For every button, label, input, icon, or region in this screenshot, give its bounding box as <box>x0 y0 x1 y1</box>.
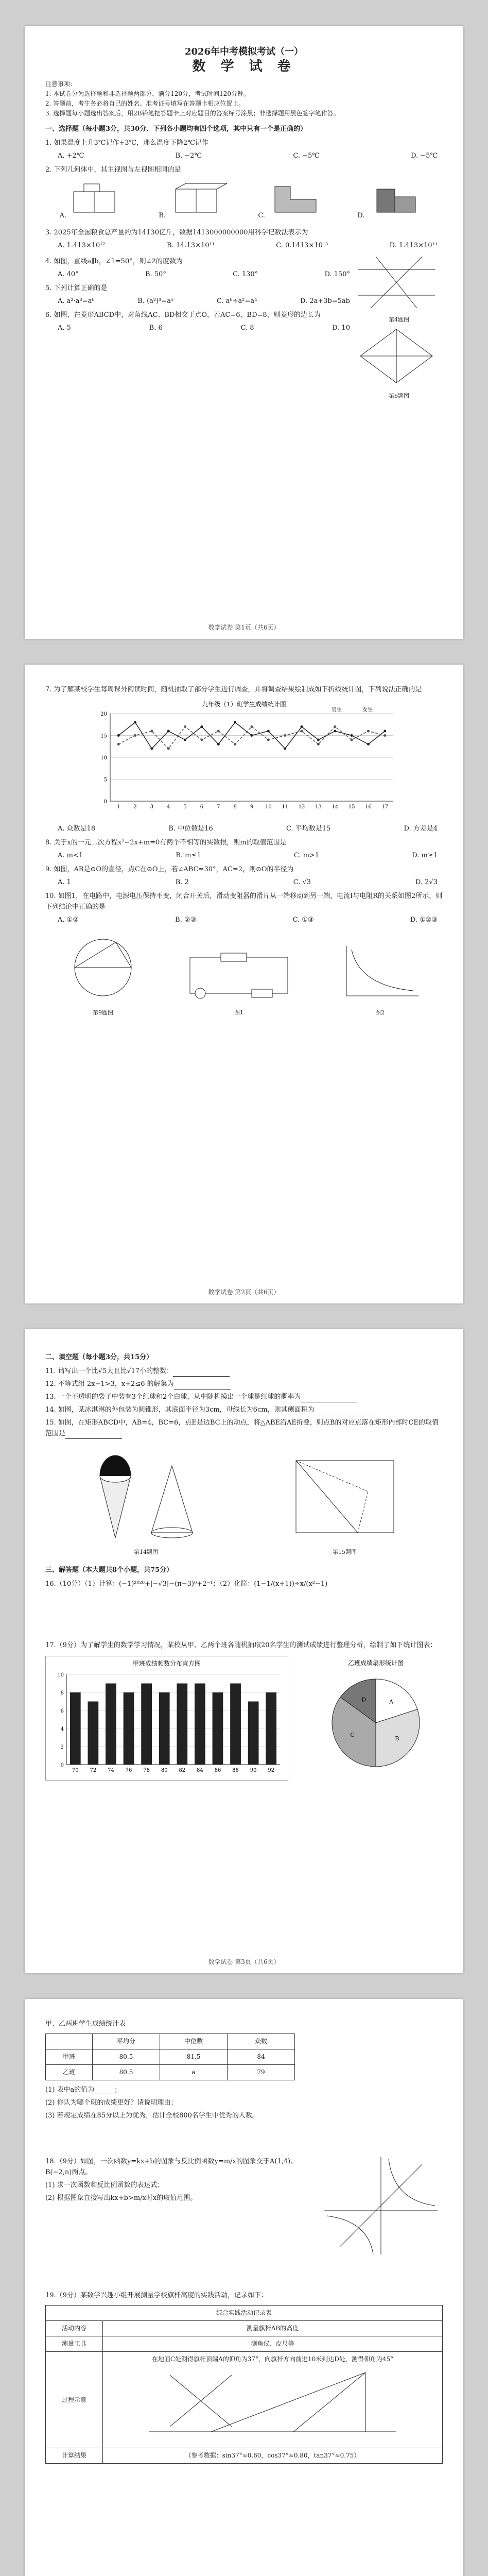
bar-chart <box>45 1656 288 1781</box>
answer-blank[interactable] <box>174 1382 231 1389</box>
page-footer: 数学试卷 第3页（共6页） <box>208 1958 280 1965</box>
l-block-figure <box>267 181 329 217</box>
exam-notice <box>45 79 443 118</box>
notice-line: 1. 本试卷分为选择题和非选择题两部分，满分120分，考试时间120分钟。 <box>45 90 250 97</box>
y-tick-label: 0 <box>103 799 107 805</box>
data-point <box>267 730 270 733</box>
options <box>45 269 355 280</box>
bar <box>195 1684 205 1765</box>
data-point <box>384 734 386 737</box>
table-cell: 计算结果 <box>46 2448 103 2464</box>
table-cell: 80.5 <box>93 2065 160 2080</box>
curve-figure <box>336 942 424 1004</box>
question-text: 14. 如图，某冰淇淋的外包装为圆锥形，其底面半径为3cm，母线长为6cm，则其侧面积为 <box>45 1406 315 1414</box>
option: C. 平均数是15 <box>286 825 331 833</box>
table-title: 综合实践活动记录表 <box>46 2306 443 2321</box>
option: D. 10 <box>332 324 350 332</box>
figure-row <box>45 1443 443 1560</box>
figure-option-a <box>60 181 131 221</box>
answer-space <box>45 2257 443 2288</box>
x-tick-label: 6 <box>200 804 204 810</box>
slice-label: A <box>389 1698 393 1705</box>
parallel-lines-figure <box>355 254 438 311</box>
table-title: 甲、乙两班学生成绩统计表 <box>45 2020 126 2028</box>
section-heading: 一、选择题（每小题3分，共30分．下列各小题均有四个选项，其中只有一个是正确的） <box>45 125 307 133</box>
rectangle-fold-figure <box>286 1450 404 1543</box>
options <box>45 914 443 925</box>
table-cell: 80.5 <box>93 2049 160 2065</box>
block-figure <box>367 181 428 217</box>
data-point <box>301 725 303 728</box>
cone-figure <box>84 1445 208 1543</box>
table-header-cell: 中位数 <box>160 2034 228 2049</box>
option: C. a⁶÷a²=a⁴ <box>216 297 257 305</box>
chart-series <box>117 706 387 750</box>
exam-page-1 <box>25 26 463 639</box>
option: A. ①② <box>58 916 79 924</box>
x-tick-label: 17 <box>381 804 389 810</box>
table-header-row <box>46 2034 295 2049</box>
side-figures <box>355 254 443 401</box>
notice-line: 2. 答题前，考生务必将自己的姓名、准考证号填写在答题卡相应位置上。 <box>45 100 245 107</box>
sub-question: (2) 你认为哪个班的成绩更好？请说明理由； <box>45 2099 178 2107</box>
y-tick-label: 10 <box>57 1672 64 1678</box>
bar <box>230 1684 241 1765</box>
option: A. 众数是18 <box>58 825 96 833</box>
x-tick-label: 15 <box>348 804 355 810</box>
x-tick-label: 8 <box>233 804 237 810</box>
data-point <box>367 743 370 745</box>
table-cell: 活动内容 <box>46 2321 103 2336</box>
question-text: 11. 请写出一个比√5大且比√17小的整数： <box>45 1367 173 1375</box>
x-tick-label: 92 <box>268 1768 275 1773</box>
flagpole-figure <box>139 2365 407 2442</box>
x-tick-label: 3 <box>150 804 154 810</box>
exam-page-2 <box>25 665 463 1303</box>
answer-blank[interactable] <box>173 1369 230 1377</box>
y-tick-label: 20 <box>100 711 107 717</box>
bar <box>177 1684 187 1765</box>
x-tick-label: 74 <box>108 1768 114 1773</box>
table-cell: （参考数据：sin37°≈0.60，cos37°≈0.80，tan37°≈0.75） <box>103 2448 443 2464</box>
option: A. a²·a³=a⁶ <box>58 297 95 305</box>
figure-caption: 第4题图 <box>389 316 409 323</box>
question-17: 17.（9分）为了解学生的数学学习情况，某校从甲、乙两个班各随机抽取20名学生的测试成绩进行整理分析，绘制了如下统计图表： <box>45 1641 437 1649</box>
option: D. 150° <box>324 270 350 278</box>
option: C. 0.1413×10¹³ <box>276 242 328 249</box>
question-19: 19.（9分）某数学兴趣小组开展测量学校旗杆高度的实践活动，记录如下： <box>45 2292 268 2299</box>
question-16: 16.（10分）（1）计算：(−1)²⁰²⁶+|−√3|−(π−3)⁰+2⁻¹；（2）化简：(1−1/(x+1))÷x/(x²−1) <box>45 1580 328 1588</box>
data-point <box>251 725 253 728</box>
table-cell: 测量工具 <box>46 2336 103 2352</box>
table-row <box>46 2321 443 2336</box>
sub-question: (2) 根据图象直接写出kx+b>m/x时x的取值范围。 <box>45 2194 197 2202</box>
option: A. 40° <box>58 270 79 278</box>
data-point <box>284 748 286 750</box>
question-14 <box>45 1404 443 1415</box>
cell-text: 在地面C处测得旗杆顶端A的仰角为37°，向旗杆方向前进10米到达D处，测得仰角为45° <box>151 2355 394 2363</box>
x-tick-label: 2 <box>133 804 137 810</box>
y-tick-label: 4 <box>60 1726 64 1732</box>
x-tick-label: 70 <box>72 1768 79 1773</box>
answer-space <box>45 2123 443 2154</box>
option: A. 1.413×10¹² <box>58 242 106 249</box>
answer-blank[interactable] <box>65 1431 122 1439</box>
table-cell: 乙班 <box>46 2065 93 2080</box>
question-9: 9. 如图，AB是⊙O的直径，点C在⊙O上，若∠ABC=30°，AC=2，则⊙O的半径为 <box>45 866 294 873</box>
circle-figure <box>64 931 142 1004</box>
x-tick-label: 9 <box>250 804 254 810</box>
figure-row <box>45 929 443 1020</box>
circuit-figure <box>180 947 298 1004</box>
data-point <box>117 734 120 737</box>
question-15 <box>45 1417 443 1439</box>
bar <box>141 1684 152 1765</box>
x-tick-label: 78 <box>143 1768 150 1773</box>
figure-option-b <box>159 181 230 221</box>
x-tick-label: 7 <box>217 804 220 810</box>
y-tick-label: 6 <box>60 1708 64 1714</box>
figure-option-c <box>258 181 329 221</box>
x-tick-label: 80 <box>161 1768 168 1773</box>
option: B. <box>159 212 166 219</box>
data-point <box>351 734 353 737</box>
question-7: 7. 为了解某校学生每周课外阅读时间，随机抽取了部分学生进行调查，并将调查结果绘制成如下折线统计图，下列说法正确的是 <box>45 686 422 693</box>
question-6: 6. 如图，在菱形ABCD中，对角线AC、BD相交于点O，若AC=6，BD=8，则菱形的边长为 <box>45 311 321 319</box>
option: D. 方差是4 <box>404 825 438 833</box>
question-10: 10. 如图1，在电路中，电源电压保持不变，闭合开关后，滑动变阻器的滑片从一端移动到另一端，电流I与电阻R的关系如图2所示，则下列结论中正确的是 <box>45 892 443 911</box>
function-graph <box>319 2154 443 2257</box>
data-point <box>117 743 120 745</box>
section-heading: 二、填空题（每小题3分，共15分） <box>45 1353 153 1361</box>
x-tick-label: 76 <box>125 1768 132 1773</box>
x-tick-label: 12 <box>298 804 305 810</box>
option: D. m≥1 <box>412 852 438 859</box>
sub-question: (1) 表中a的值为______； <box>45 2086 121 2094</box>
data-point <box>384 730 386 733</box>
y-tick-label: 2 <box>60 1744 64 1750</box>
options <box>45 877 443 888</box>
option: B. 中位数是16 <box>168 825 213 833</box>
bar <box>124 1692 134 1765</box>
score-table <box>45 2033 295 2080</box>
figure-caption: 图1 <box>234 1009 243 1016</box>
figure-option-d <box>357 181 428 221</box>
data-point <box>184 739 186 741</box>
options <box>45 823 443 834</box>
option: D. 2√3 <box>415 878 438 886</box>
notice-line: 3. 选择题每小题选出答案后，用2B铅笔把答题卡上对应题目的答案标号涂黑；非选择题用黑色签字笔作答。 <box>45 110 340 117</box>
x-tick-label: 11 <box>282 804 289 810</box>
option: B. 14.13×10¹¹ <box>167 242 215 249</box>
table-header-cell: 众数 <box>228 2034 295 2049</box>
x-tick-label: 82 <box>179 1768 186 1773</box>
slice-label: B <box>395 1735 399 1742</box>
x-tick-label: 4 <box>167 804 170 810</box>
table-cell <box>103 2352 443 2448</box>
question-12 <box>45 1379 443 1389</box>
solid-figures <box>45 179 443 223</box>
pie-chart <box>309 1656 443 1780</box>
options <box>45 850 443 861</box>
table-header-row <box>46 2306 443 2321</box>
legend-label: 女生 <box>362 707 373 713</box>
data-point <box>234 721 236 724</box>
options <box>45 150 443 161</box>
page-footer: 数学试卷 第2页（共6页） <box>208 1289 280 1296</box>
circle-figure-wrap <box>64 931 142 1018</box>
option: B. m≤1 <box>176 852 201 859</box>
cube-stack-figure <box>68 181 130 217</box>
notice-line: 注意事项： <box>45 80 77 88</box>
option: B. −2℃ <box>175 152 202 160</box>
x-tick-label: 1 <box>116 804 120 810</box>
option: A. 1 <box>58 878 71 886</box>
x-tick-label: 10 <box>265 804 272 810</box>
y-tick-label: 0 <box>60 1762 64 1768</box>
bar <box>88 1702 99 1765</box>
data-point <box>284 734 286 737</box>
answer-blank[interactable] <box>301 1395 357 1402</box>
prism-figure <box>168 181 230 217</box>
data-point <box>367 730 370 733</box>
question-text: 12. 不等式组 2x−1>3，x+2≤6 的解集为 <box>45 1380 174 1388</box>
table-row <box>46 2336 443 2352</box>
options <box>45 296 355 307</box>
chart-bars <box>70 1684 276 1765</box>
options <box>45 323 355 333</box>
data-point <box>200 725 203 728</box>
data-point <box>150 730 153 733</box>
y-tick-label: 15 <box>100 733 107 739</box>
question-5: 5. 下列计算正确的是 <box>45 284 108 292</box>
data-point <box>150 748 153 750</box>
option: A. m<1 <box>58 852 83 859</box>
x-tick-label: 84 <box>197 1768 203 1773</box>
bar <box>159 1692 170 1765</box>
chart-slices <box>332 1679 420 1767</box>
option: C. √3 <box>293 878 311 886</box>
data-point <box>217 730 220 733</box>
exam-page-3 <box>25 1329 463 1973</box>
option: D. <box>357 212 365 219</box>
option: B. 2 <box>175 878 189 886</box>
option: D. 1.413×10¹¹ <box>389 242 438 249</box>
question-13 <box>45 1392 443 1402</box>
option: C. +5℃ <box>293 152 320 160</box>
option: B. ②③ <box>175 916 197 924</box>
table-cell: 甲班 <box>46 2049 93 2065</box>
slice-label: D <box>361 1696 367 1703</box>
option: B. (a²)³=a⁵ <box>137 297 174 305</box>
bar <box>213 1692 223 1765</box>
x-tick-label: 90 <box>250 1768 257 1773</box>
table-cell: 81.5 <box>160 2049 228 2065</box>
question-text: 15. 如图，在矩形ABCD中，AB=4，BC=6，点E是边BC上的动点，将△ABE沿AE折叠，则点B的对应点落在矩形内部时CE的取值范围是 <box>45 1419 439 1437</box>
curve-figure-wrap <box>336 942 424 1018</box>
option: B. 50° <box>145 270 166 278</box>
x-tick-label: 86 <box>214 1768 221 1773</box>
question-text: 13. 一个不透明的袋子中装有3个红球和2个白球，从中随机摸出一个球是红球的概率为 <box>45 1393 301 1401</box>
answer-space <box>45 1591 443 1638</box>
circuit-figure-wrap <box>180 947 298 1018</box>
option: D. 2a+3b=5ab <box>300 297 350 305</box>
option: A. +2℃ <box>58 152 84 160</box>
question-1: 1. 如果温度上升3℃记作+3℃，那么温度下降2℃记作 <box>45 139 208 147</box>
question-8: 8. 关于x的一元二次方程x²−2x+m=0有两个不相等的实数根，则m的取值范围是 <box>45 839 287 846</box>
y-tick-label: 5 <box>103 777 107 783</box>
chart-ticks <box>100 711 388 810</box>
option: C. 8 <box>240 324 254 332</box>
data-point <box>184 725 186 728</box>
slice-label: C <box>350 1732 355 1739</box>
y-tick-label: 8 <box>60 1690 64 1696</box>
bar <box>70 1692 81 1765</box>
data-point <box>317 743 320 745</box>
line-chart <box>84 698 404 817</box>
x-tick-label: 88 <box>232 1768 239 1773</box>
y-tick-label: 10 <box>100 755 107 761</box>
question-4: 4. 如图，直线a∥b，∠1=50°，则∠2的度数为 <box>45 258 183 265</box>
x-tick-label: 72 <box>90 1768 97 1773</box>
data-point <box>267 739 270 741</box>
figure-caption: 图2 <box>375 1009 385 1016</box>
rectangle-figure-wrap <box>286 1450 404 1557</box>
data-point <box>334 725 336 728</box>
activity-record-table <box>45 2305 443 2464</box>
option: C. 130° <box>233 270 258 278</box>
option: B. 6 <box>149 324 163 332</box>
data-point <box>217 743 220 745</box>
exam-subject: 数 学 试 卷 <box>192 59 296 74</box>
table-header-cell <box>46 2034 93 2049</box>
answer-blank[interactable] <box>315 1408 371 1415</box>
table-cell: a <box>160 2065 228 2080</box>
data-point <box>317 739 320 741</box>
figure-caption: 第6题图 <box>389 393 409 399</box>
x-tick-label: 16 <box>365 804 372 810</box>
cone-figure-wrap <box>84 1445 208 1557</box>
chart-title: 乙班成绩扇形统计图 <box>347 1659 404 1667</box>
exam-title: 2026年中考模拟考试（一） <box>184 46 304 57</box>
option: D. ①②③ <box>410 916 438 924</box>
table-cell: 79 <box>228 2065 295 2080</box>
data-point <box>234 743 236 745</box>
exam-page-4 <box>25 1999 463 2576</box>
sub-question: (1) 求一次函数和反比例函数的表达式； <box>45 2181 164 2189</box>
chart-title: 甲班成绩频数分布直方图 <box>132 1660 201 1667</box>
data-point <box>200 739 203 741</box>
sub-question: (3) 若规定成绩在85分以上为优秀，估计全校800名学生中优秀的人数。 <box>45 2112 259 2120</box>
rhombus-figure <box>355 325 438 387</box>
x-tick-label: 14 <box>332 804 339 810</box>
question-2: 2. 下列几何体中，其主视图与左视图相同的是 <box>45 166 181 174</box>
question-11 <box>45 1366 443 1377</box>
x-tick-label: 13 <box>315 804 322 810</box>
section-heading: 三、解答题（本大题共8个小题，共75分） <box>45 1566 173 1574</box>
table-cell: 84 <box>228 2049 295 2065</box>
option: A. 5 <box>58 324 71 332</box>
chart-title: 九年级（1）班学生成绩统计图 <box>202 701 286 708</box>
data-point <box>251 734 253 737</box>
figure-caption: 第9题图 <box>93 1009 113 1016</box>
data-point <box>134 734 136 737</box>
data-point <box>351 739 353 741</box>
table-header-cell: 平均分 <box>93 2034 160 2049</box>
data-point <box>334 730 336 733</box>
table-cell: 过程示意 <box>46 2352 103 2448</box>
bar <box>106 1684 116 1765</box>
table-row <box>46 2448 443 2464</box>
page-footer: 数学试卷 第1页（共6页） <box>208 624 280 631</box>
data-point <box>301 730 303 733</box>
option: A. <box>59 212 67 219</box>
figure-caption: 第14题图 <box>134 1549 158 1555</box>
question-18: 18.（9分）如图，一次函数y=kx+b的图象与反比例函数y=m/x的图象交于A(1,4)、B(−2,n)两点。 <box>45 2158 298 2176</box>
bar <box>266 1692 276 1765</box>
table-cell: 测量旗杆AB的高度 <box>103 2321 443 2336</box>
option: D. −5℃ <box>411 152 438 160</box>
option: C. ①③ <box>292 916 314 924</box>
legend-label: 男生 <box>332 707 342 713</box>
data-point <box>167 730 170 733</box>
options <box>45 240 443 251</box>
question-3: 3. 2025年全国粮食总产量约为14130亿斤，数据1413000000000用科学记数法表示为 <box>45 229 308 236</box>
series-line-2 <box>118 727 385 749</box>
table-cell: 测角仪、皮尺等 <box>103 2336 443 2352</box>
table-row <box>46 2352 443 2448</box>
table-row <box>46 2065 295 2080</box>
table-row <box>46 2049 295 2065</box>
bar <box>248 1702 259 1765</box>
data-point <box>167 748 170 750</box>
x-tick-label: 5 <box>183 804 187 810</box>
data-point <box>134 721 136 724</box>
figure-caption: 第15题图 <box>333 1549 357 1555</box>
option: C. <box>258 212 265 219</box>
option: C. m>1 <box>293 852 320 859</box>
